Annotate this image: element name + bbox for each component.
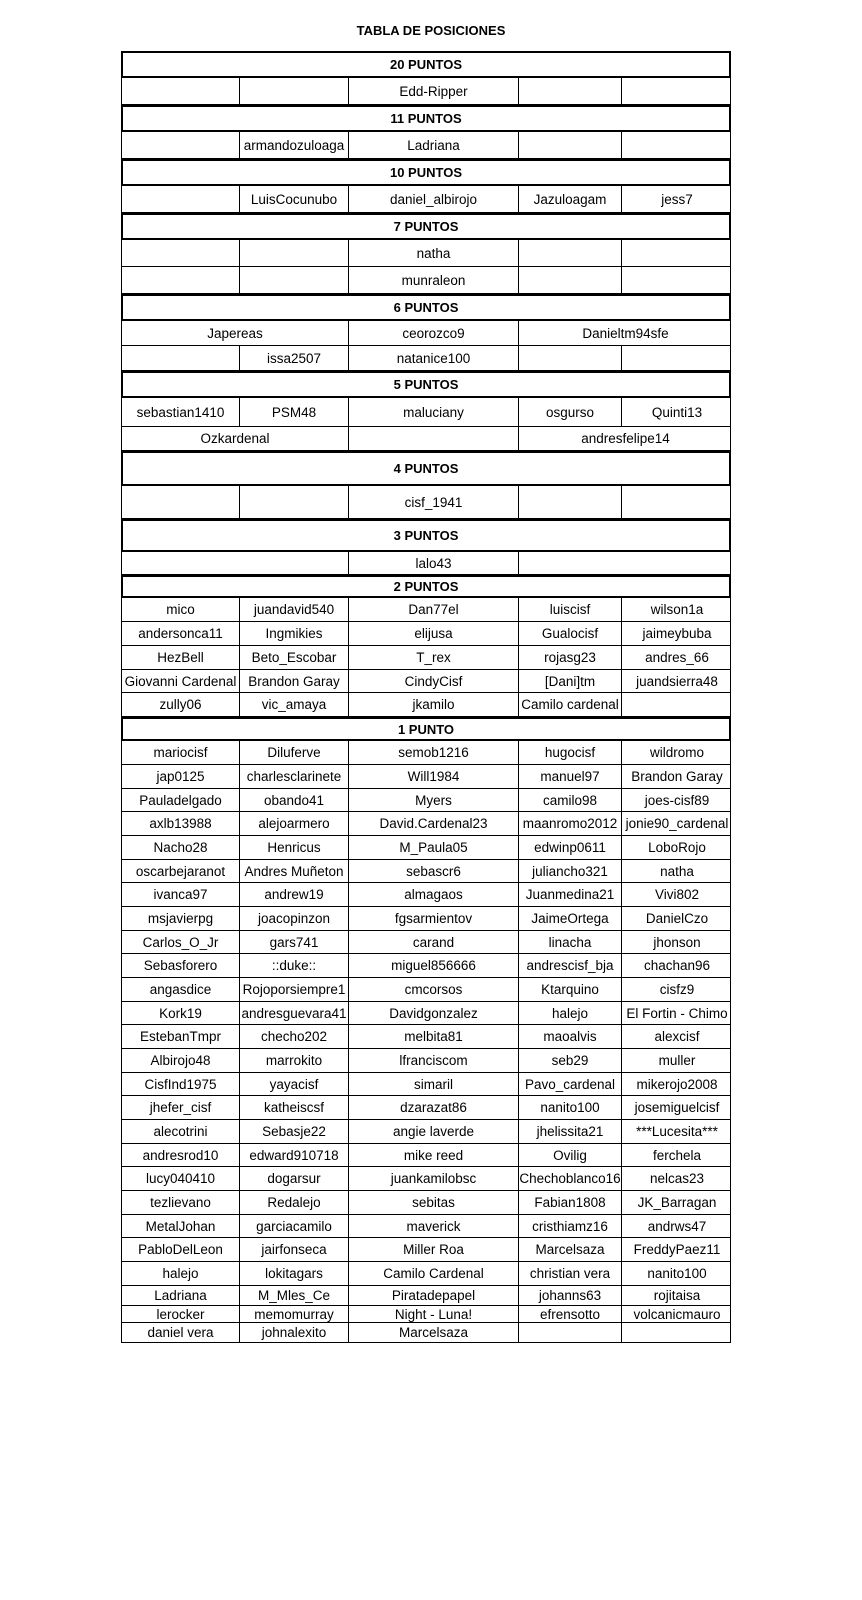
table-row	[121, 1238, 731, 1262]
player-cell: halejo	[122, 1262, 240, 1285]
points-section-header	[121, 105, 731, 132]
player-cell: nanito100	[519, 1096, 622, 1119]
player-cell: wildromo	[649, 745, 704, 760]
player-cell: mariocisf	[122, 741, 240, 764]
empty-cell	[122, 267, 240, 293]
player-cell: Quinti13	[651, 404, 703, 420]
empty-cell	[519, 1323, 622, 1342]
player-cell: camilo98	[519, 789, 622, 811]
player-cell: katheiscsf	[240, 1096, 349, 1119]
empty-cell	[240, 240, 349, 266]
player-cell: Chechoblanco16	[519, 1167, 622, 1190]
player-cell: andresrod10	[122, 1144, 240, 1166]
player-cell: mico	[122, 598, 240, 621]
player-cell: luiscisf	[519, 598, 622, 621]
player-cell: simaril	[349, 1073, 519, 1095]
player-cell: ceorozco9	[349, 321, 519, 345]
empty-cell	[122, 132, 240, 158]
player-cell: jonie90_cardenal	[625, 816, 729, 831]
player-cell: Danieltm94sfe	[582, 325, 669, 341]
table-row	[121, 1049, 731, 1073]
table-row	[121, 1323, 731, 1343]
points-label: 11 PUNTOS	[390, 111, 462, 126]
points-section-header	[121, 51, 731, 78]
player-cell: Giovanni Cardenal	[122, 670, 240, 692]
table-row	[121, 646, 731, 670]
player-cell: oscarbejaranot	[122, 860, 240, 882]
empty-cell	[519, 486, 622, 518]
player-cell: semob1216	[349, 741, 519, 764]
empty-cell	[519, 346, 622, 370]
table-row	[121, 398, 731, 427]
points-section-header	[121, 213, 731, 240]
player-cell: joacopinzon	[240, 907, 349, 930]
player-cell: cisfz9	[659, 982, 695, 997]
player-cell: Carlos_O_Jr	[122, 931, 240, 953]
empty-cell	[622, 240, 732, 266]
player-cell: PSM48	[240, 398, 349, 426]
player-cell: melbita81	[349, 1025, 519, 1048]
player-cell: cristhiamz16	[519, 1215, 622, 1237]
player-cell: HezBell	[122, 646, 240, 669]
player-cell: Ozkardenal	[122, 427, 349, 450]
table-row	[121, 186, 731, 213]
player-cell: lerocker	[122, 1306, 240, 1322]
player-cell: daniel_albirojo	[349, 186, 519, 212]
player-cell: juandavid540	[240, 598, 349, 621]
player-cell: Andres Muñeton	[240, 860, 349, 882]
player-cell: manuel97	[519, 765, 622, 788]
player-cell: johanns63	[519, 1286, 622, 1305]
player-cell: Juanmedina21	[519, 883, 622, 906]
player-cell: Dan77el	[349, 598, 519, 621]
player-cell: axlb13988	[122, 812, 240, 835]
player-cell: andrew19	[240, 883, 349, 906]
table-row	[121, 1120, 731, 1144]
player-cell: natanice100	[349, 346, 519, 370]
empty-cell	[622, 78, 732, 104]
player-cell: DanielCzo	[645, 911, 709, 926]
empty-cell	[240, 78, 349, 104]
player-cell: lfranciscom	[349, 1049, 519, 1072]
player-cell: Brandon Garay	[631, 769, 723, 784]
player-cell: muller	[658, 1053, 696, 1068]
player-cell: maanromo2012	[519, 812, 622, 835]
player-cell: joes-cisf89	[644, 792, 710, 808]
player-cell: ::duke::	[240, 954, 349, 977]
empty-cell	[122, 240, 240, 266]
player-cell: Will1984	[349, 765, 519, 788]
player-cell: zully06	[122, 693, 240, 716]
player-cell: angie laverde	[349, 1120, 519, 1143]
table-row	[121, 486, 731, 519]
player-cell: armandozuloaga	[240, 132, 349, 158]
player-cell: chachan96	[643, 958, 711, 973]
player-cell: JK_Barragan	[637, 1195, 717, 1210]
player-cell: christian vera	[519, 1262, 622, 1285]
table-row	[121, 132, 731, 159]
table-row	[121, 1306, 731, 1323]
empty-cell	[519, 240, 622, 266]
empty-cell	[519, 132, 622, 158]
player-cell: rojasg23	[519, 646, 622, 669]
player-cell: alejoarmero	[240, 812, 349, 835]
player-cell: fgsarmientov	[349, 907, 519, 930]
player-cell: M_Paula05	[349, 836, 519, 859]
player-cell: LuisCocunubo	[240, 186, 349, 212]
player-cell: gars741	[240, 931, 349, 953]
page-title: TABLA DE POSICIONES	[356, 23, 506, 38]
player-cell: josemiguelcisf	[634, 1100, 720, 1115]
player-cell: hugocisf	[519, 741, 622, 764]
table-row	[121, 552, 731, 575]
points-label: 2 PUNTOS	[393, 579, 459, 594]
player-cell: Redalejo	[240, 1191, 349, 1214]
player-cell: Marcelsaza	[519, 1238, 622, 1261]
points-label: 6 PUNTOS	[393, 300, 459, 315]
table-row	[121, 1096, 731, 1120]
player-cell: lucy040410	[122, 1167, 240, 1190]
player-cell: Gualocisf	[519, 622, 622, 645]
player-cell: jhelissita21	[519, 1120, 622, 1143]
player-cell: volcanicmauro	[633, 1306, 721, 1322]
player-cell: cmcorsos	[349, 978, 519, 1001]
table-row	[121, 812, 731, 836]
player-cell: miguel856666	[349, 954, 519, 977]
player-cell: yayacisf	[240, 1073, 349, 1095]
player-cell: efrensotto	[519, 1306, 622, 1322]
player-cell: Ladriana	[122, 1286, 240, 1305]
player-cell: andrws47	[647, 1218, 707, 1234]
empty-cell	[519, 552, 732, 574]
player-cell: halejo	[519, 1002, 622, 1024]
points-label: 20 PUNTOS	[389, 57, 462, 72]
player-cell: sebitas	[349, 1191, 519, 1214]
player-cell: maverick	[349, 1215, 519, 1237]
table-row	[121, 1002, 731, 1025]
player-cell: sebascr6	[349, 860, 519, 882]
player-cell: juliancho321	[519, 860, 622, 882]
player-cell: lalo43	[349, 552, 519, 574]
empty-cell	[349, 427, 519, 450]
player-cell: andresfelipe14	[581, 431, 670, 446]
player-cell: andrescisf_bja	[519, 954, 622, 977]
player-cell: andersonca11	[122, 622, 240, 645]
points-section-header	[121, 294, 731, 321]
points-label: 7 PUNTOS	[393, 219, 459, 234]
player-cell: Ovilig	[519, 1144, 622, 1166]
table-row	[121, 836, 731, 860]
points-label: 4 PUNTOS	[393, 461, 459, 476]
table-row	[121, 1167, 731, 1191]
points-section-header	[121, 717, 731, 741]
player-cell: Miller Roa	[349, 1238, 519, 1261]
player-cell: Davidgonzalez	[349, 1002, 519, 1024]
empty-cell	[122, 552, 349, 574]
empty-cell	[622, 132, 732, 158]
player-cell: Sebasje22	[240, 1120, 349, 1143]
player-cell: Henricus	[240, 836, 349, 859]
player-cell: maluciany	[349, 398, 519, 426]
empty-cell	[519, 78, 622, 104]
player-cell: Fabian1808	[519, 1191, 622, 1214]
player-cell: dogarsur	[240, 1167, 349, 1190]
player-cell: Beto_Escobar	[240, 646, 349, 669]
player-cell: David.Cardenal23	[349, 812, 519, 835]
table-row	[121, 1286, 731, 1306]
empty-cell	[240, 267, 349, 293]
table-row	[121, 267, 731, 294]
player-cell: natha	[660, 863, 694, 879]
player-cell: Ladriana	[349, 132, 519, 158]
player-cell: alecotrini	[122, 1120, 240, 1143]
standings-table	[121, 51, 731, 1343]
player-cell: charlesclarinete	[240, 765, 349, 788]
player-cell: jess7	[661, 191, 693, 207]
player-cell: andres_66	[645, 650, 709, 665]
player-cell: issa2507	[240, 346, 349, 370]
player-cell: msjavierpg	[122, 907, 240, 930]
player-cell: checho202	[240, 1025, 349, 1048]
player-cell: Albirojo48	[122, 1049, 240, 1072]
player-cell: carand	[349, 931, 519, 953]
player-cell: natha	[349, 240, 519, 266]
player-cell: Kork19	[122, 1002, 240, 1024]
player-cell: Vivi802	[654, 887, 700, 902]
player-cell: obando41	[240, 789, 349, 811]
player-cell: daniel vera	[122, 1323, 240, 1342]
player-cell: maoalvis	[519, 1025, 622, 1048]
points-section-header	[121, 159, 731, 186]
player-cell: El Fortin - Chimo	[626, 1005, 728, 1021]
player-cell: johnalexito	[240, 1323, 349, 1342]
player-cell: memomurray	[240, 1306, 349, 1322]
player-cell: Brandon Garay	[240, 670, 349, 692]
points-label: 1 PUNTO	[397, 721, 455, 737]
empty-cell	[622, 267, 732, 293]
player-cell: Sebasforero	[122, 954, 240, 977]
player-cell: osgurso	[519, 398, 622, 426]
player-cell: sebastian1410	[122, 398, 240, 426]
player-cell: cisf_1941	[349, 486, 519, 518]
table-row	[121, 978, 731, 1002]
player-cell: M_Mles_Ce	[240, 1286, 349, 1305]
table-row	[121, 1191, 731, 1215]
table-row	[121, 427, 731, 451]
player-cell: Camilo cardenal	[519, 693, 622, 716]
table-row	[121, 765, 731, 789]
player-cell: ***Lucesita***	[636, 1124, 718, 1139]
empty-cell	[240, 486, 349, 518]
player-cell: linacha	[519, 931, 622, 953]
player-cell: Ktarquino	[519, 978, 622, 1001]
player-cell: rojitaisa	[653, 1288, 701, 1303]
table-row	[121, 78, 731, 105]
empty-cell	[122, 186, 240, 212]
player-cell: Piratadepapel	[349, 1286, 519, 1305]
player-cell: munraleon	[349, 267, 519, 293]
player-cell: alexcisf	[654, 1029, 700, 1044]
player-cell: juandsierra48	[636, 673, 718, 689]
player-cell: Rojoporsiempre1	[240, 978, 349, 1001]
player-cell: PabloDelLeon	[122, 1238, 240, 1261]
player-cell: Jazuloagam	[519, 186, 622, 212]
player-cell: FreddyPaez11	[633, 1242, 721, 1257]
player-cell: jap0125	[122, 765, 240, 788]
table-row	[121, 907, 731, 931]
player-cell: ferchela	[652, 1147, 702, 1163]
table-row	[121, 598, 731, 622]
table-row	[121, 741, 731, 765]
player-cell: CindyCisf	[349, 670, 519, 692]
player-cell: Pavo_cardenal	[519, 1073, 622, 1095]
table-row	[121, 931, 731, 954]
empty-cell	[122, 346, 240, 370]
player-cell: almagaos	[349, 883, 519, 906]
empty-cell	[519, 267, 622, 293]
empty-cell	[622, 1323, 732, 1342]
player-cell: CisfInd1975	[122, 1073, 240, 1095]
table-row	[121, 860, 731, 883]
player-cell: jaimeybuba	[642, 626, 712, 641]
points-section-header	[121, 575, 731, 598]
player-cell: nanito100	[647, 1266, 707, 1281]
player-cell: tezlievano	[122, 1191, 240, 1214]
player-cell: jkamilo	[349, 693, 519, 716]
player-cell: marrokito	[240, 1049, 349, 1072]
player-cell: EstebanTmpr	[122, 1025, 240, 1048]
table-row	[121, 1262, 731, 1286]
player-cell: edwinp0611	[519, 836, 622, 859]
empty-cell	[122, 486, 240, 518]
player-cell: seb29	[519, 1049, 622, 1072]
table-row	[121, 1144, 731, 1167]
points-label: 5 PUNTOS	[393, 377, 459, 392]
player-cell: edward910718	[240, 1144, 349, 1166]
points-section-header	[121, 519, 731, 552]
player-cell: mikerojo2008	[636, 1076, 718, 1092]
table-row	[121, 670, 731, 693]
player-cell: Marcelsaza	[349, 1323, 519, 1342]
table-row	[121, 1073, 731, 1096]
player-cell: mike reed	[349, 1144, 519, 1166]
player-cell: garciacamilo	[240, 1215, 349, 1237]
player-cell: MetalJohan	[122, 1215, 240, 1237]
table-row	[121, 693, 731, 717]
player-cell: T_rex	[349, 646, 519, 669]
player-cell: Diluferve	[240, 741, 349, 764]
player-cell: jhonson	[653, 934, 701, 950]
table-row	[121, 883, 731, 907]
player-cell: jhefer_cisf	[122, 1096, 240, 1119]
points-label: 3 PUNTOS	[393, 528, 459, 543]
player-cell: elijusa	[349, 622, 519, 645]
table-row	[121, 240, 731, 267]
player-cell: ivanca97	[122, 883, 240, 906]
table-row	[121, 1215, 731, 1238]
player-cell: angasdice	[122, 978, 240, 1001]
player-cell: JaimeOrtega	[519, 907, 622, 930]
player-cell: dzarazat86	[349, 1096, 519, 1119]
player-cell: vic_amaya	[240, 693, 349, 716]
player-cell: LoboRojo	[648, 840, 706, 855]
player-cell: jairfonseca	[240, 1238, 349, 1261]
player-cell: Japereas	[122, 321, 349, 345]
table-row	[121, 346, 731, 371]
table-row	[121, 321, 731, 346]
player-cell: Edd-Ripper	[349, 78, 519, 104]
points-label: 10 PUNTOS	[389, 165, 462, 180]
points-section-header	[121, 451, 731, 486]
table-row	[121, 789, 731, 812]
table-row	[121, 954, 731, 978]
player-cell: lokitagars	[240, 1262, 349, 1285]
player-cell: [Dani]tm	[519, 670, 622, 692]
empty-cell	[622, 346, 732, 370]
player-cell: wilson1a	[650, 602, 704, 617]
player-cell: Nacho28	[122, 836, 240, 859]
player-cell: Ingmikies	[240, 622, 349, 645]
player-cell: Myers	[349, 789, 519, 811]
player-cell: Pauladelgado	[122, 789, 240, 811]
table-row	[121, 1025, 731, 1049]
empty-cell	[122, 78, 240, 104]
table-row	[121, 622, 731, 646]
empty-cell	[622, 486, 732, 518]
player-cell: andresguevara41	[240, 1002, 349, 1024]
empty-cell	[622, 693, 732, 716]
player-cell: juankamilobsc	[349, 1167, 519, 1190]
points-section-header	[121, 371, 731, 398]
player-cell: Camilo Cardenal	[349, 1262, 519, 1285]
player-cell: Night - Luna!	[349, 1306, 519, 1322]
player-cell: nelcas23	[649, 1171, 705, 1186]
